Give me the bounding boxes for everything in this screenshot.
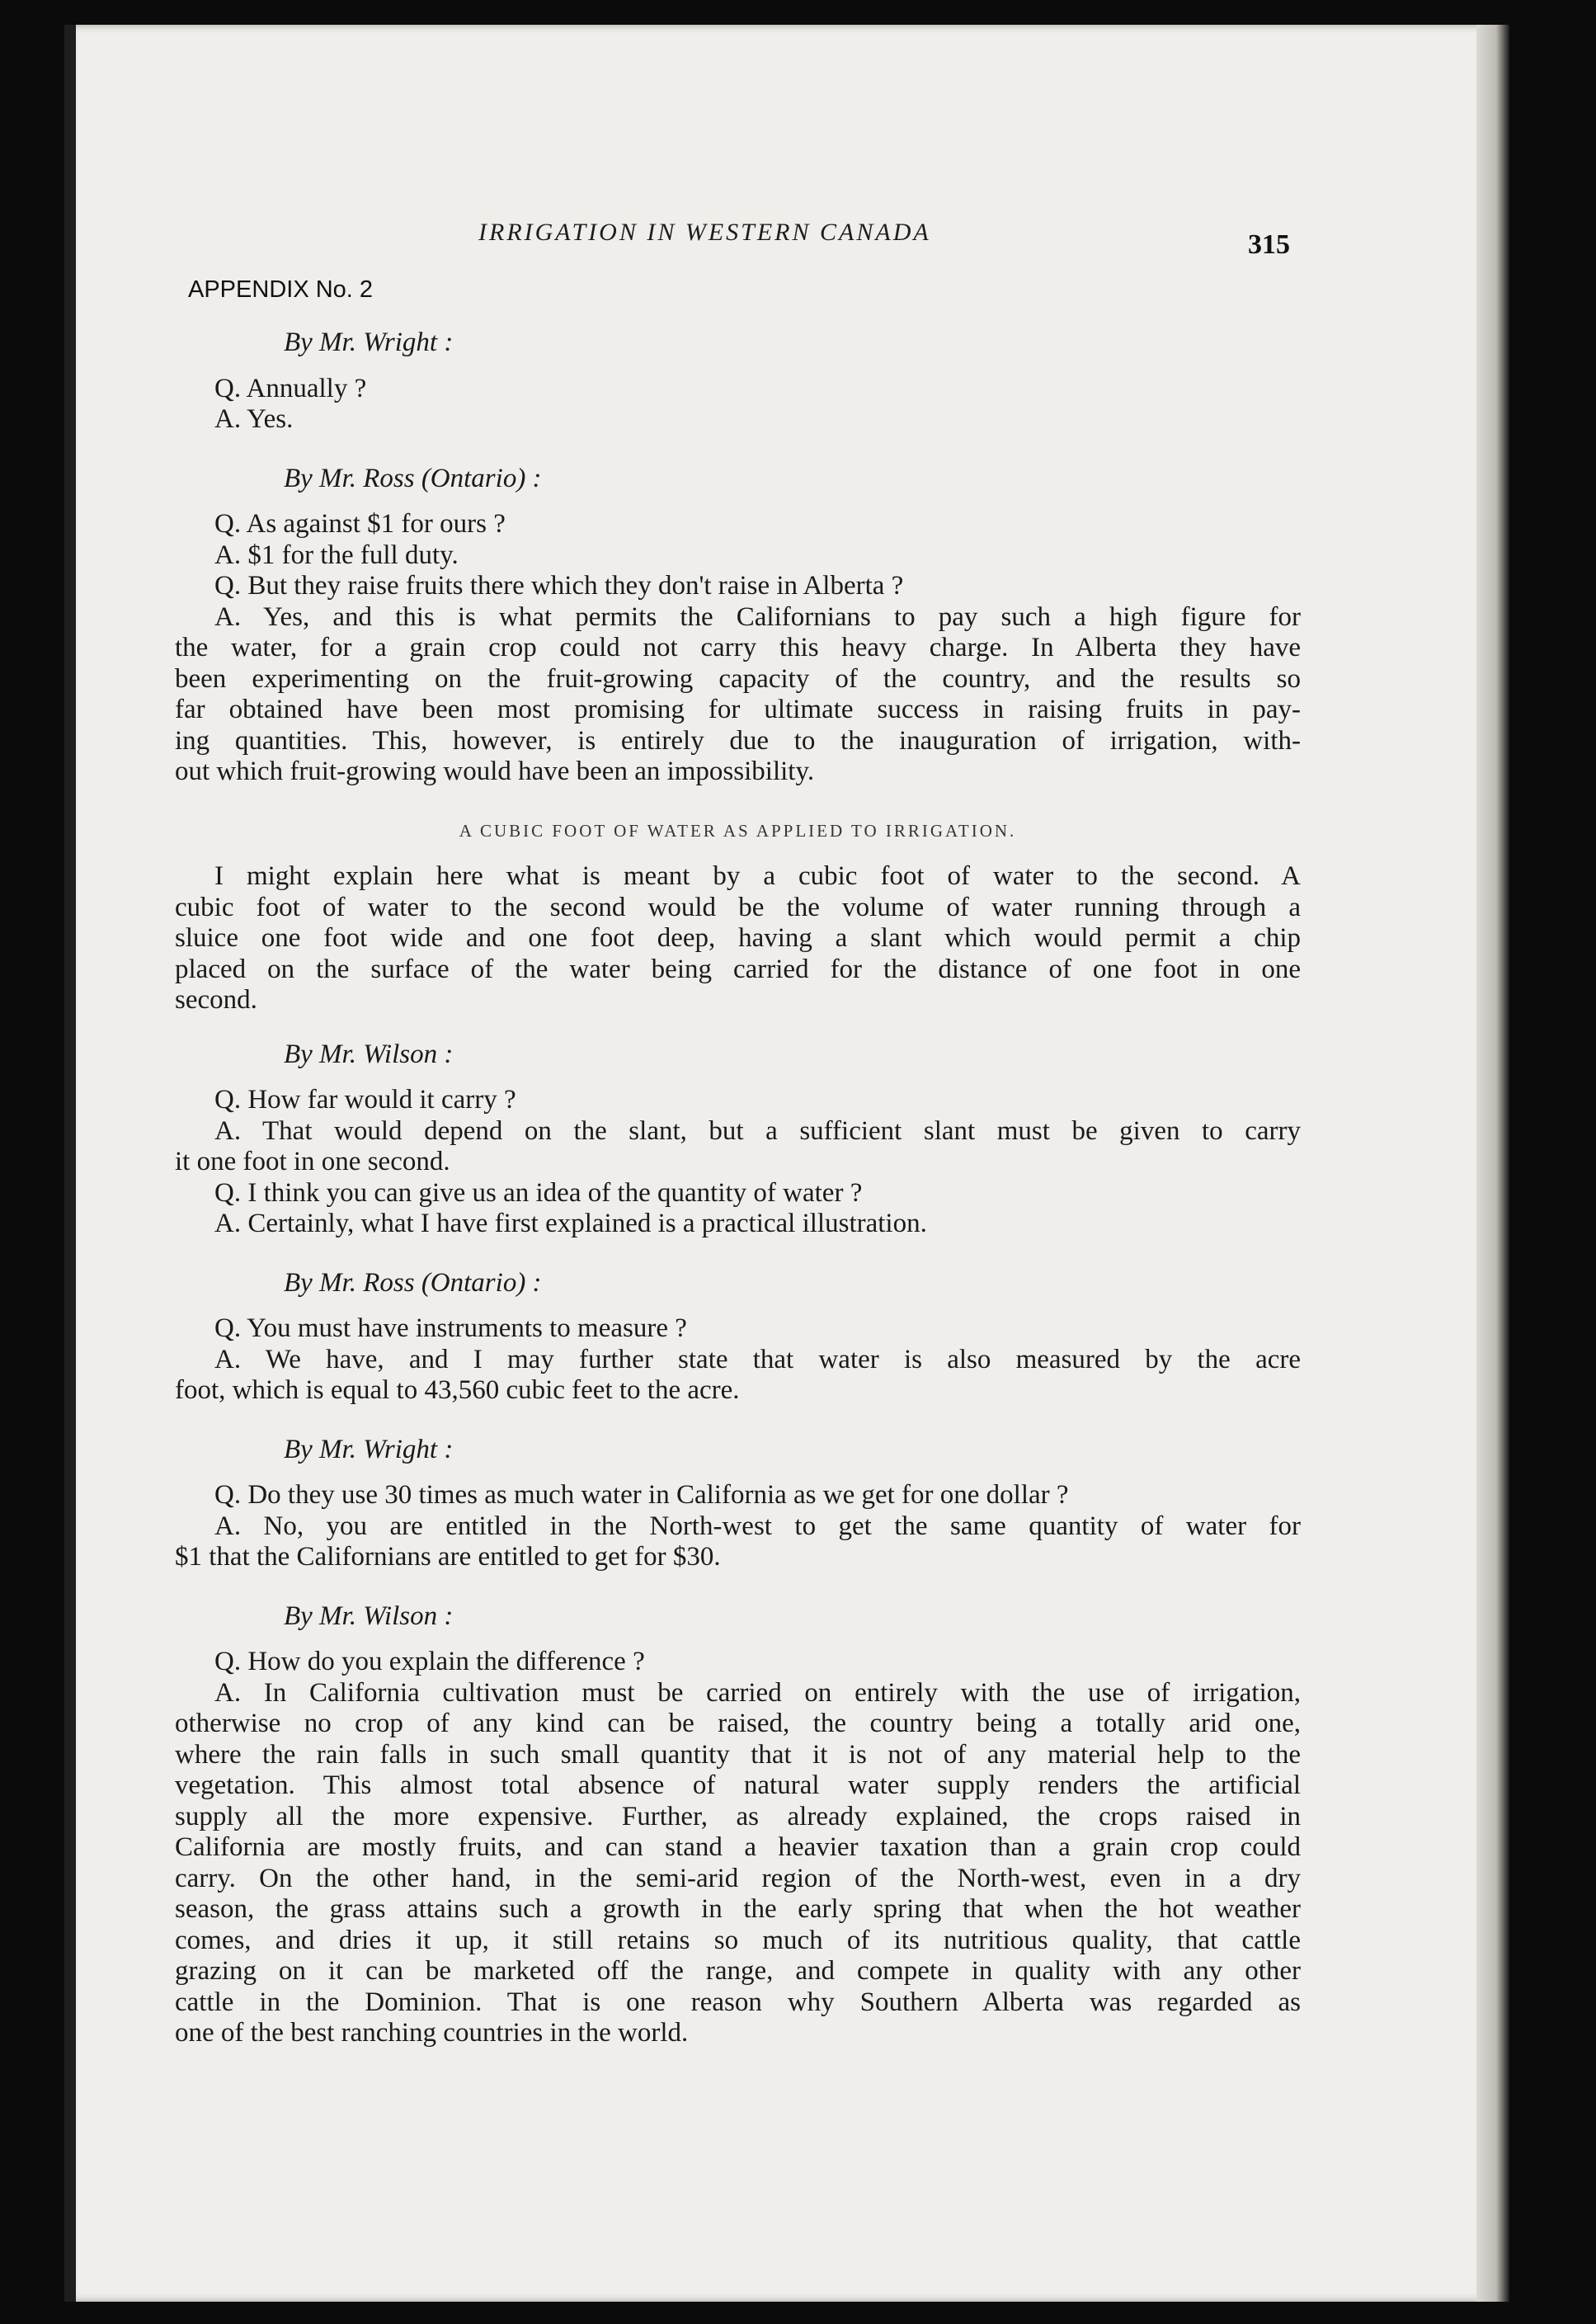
section-heading: A CUBIC FOOT OF WATER AS APPLIED TO IRRIGATION. [459,820,1017,841]
answer-line: A. Yes, and this is what permits the Californians to pay such a high figure for [214,601,1301,632]
answer-paragraph [175,1678,1301,2049]
running-head: IRRIGATION IN WESTERN CANADA [478,219,931,246]
answer-line: A. That would depend on the slant, but a sufficient slant must be given to carry [214,1115,1301,1146]
question: Q. Annually ? [214,373,367,403]
answer-line: $1 that the Californians are entitled to get for $30. [175,1542,721,1572]
answer-line: A. We have, and I may further state that water is also measured by the acre [214,1344,1301,1374]
answer-paragraph [175,1345,1301,1407]
answer-line: where the rain falls in such small quantity that it is not of any material help to the [175,1739,1301,1770]
paragraph-line: I might explain here what is meant by a cubic foot of water to the second. A [214,861,1301,891]
answer-line: one of the best ranching countries in the world. [175,2018,689,2048]
section-paragraph [175,861,1301,1016]
answer-line: A. No, you are entitled in the North-west to get the same quantity of water for [214,1511,1301,1541]
answer-line: far obtained have been most promising for ultimate success in raising fruits in pay- [175,695,1301,724]
speaker-heading: By Mr. Ross (Ontario) : [284,463,542,493]
answer-paragraph [175,602,1301,788]
answer-line: it one foot in one second. [175,1147,450,1176]
answer: A. Certainly, what I have first explained is a practical illustration. [214,1209,927,1238]
answer-line: carry. On the other hand, in the semi-arid region of the North-west, even in a dry [175,1863,1301,1893]
speaker-heading: By Mr. Wright : [284,1434,454,1464]
speaker-heading: By Mr. Wilson : [284,1039,454,1069]
answer-line: cattle in the Dominion. That is one reason why Southern Alberta was regarded as [175,1987,1301,2017]
speaker-heading: By Mr. Wilson : [284,1600,454,1631]
question: Q. As against $1 for ours ? [214,509,506,539]
speaker-heading: By Mr. Wright : [284,328,454,357]
speaker-heading: By Mr. Ross (Ontario) : [284,1267,542,1298]
answer-line: ing quantities. This, however, is entirely due to the inauguration of irrigation, with- [175,725,1301,756]
answer-line: been experimenting on the fruit-growing capacity of the country, and the results so [175,663,1301,694]
page-number: 315 [1248,229,1290,260]
binding-edge [64,25,76,2302]
paragraph-line: sluice one foot wide and one foot deep, having a slant which would permit a chip [175,923,1301,953]
answer-line: otherwise no crop of any kind can be raised, the country being a totally arid one, [175,1709,1301,1738]
answer-line: the water, for a grain crop could not carry this heavy charge. In Alberta they have [175,633,1301,662]
answer-line: A. In California cultivation must be carried on entirely with the use of irrigation, [214,1677,1301,1708]
question: Q. You must have instruments to measure ? [214,1313,687,1343]
answer-line: vegetation. This almost total absence of natural water supply renders the artificial [175,1770,1301,1800]
appendix-label: APPENDIX No. 2 [188,276,374,303]
question: Q. Do they use 30 times as much water in California as we get for one dollar ? [214,1480,1069,1510]
paragraph-line: placed on the surface of the water being carried for the distance of one foot in one [175,954,1301,984]
answer: A. Yes. [214,404,294,434]
paragraph-line: cubic foot of water to the second would be the volume of water running through a [175,892,1301,922]
answer-line: season, the grass attains such a growth in the early spring that when the hot weather [175,1894,1301,1924]
answer-paragraph [175,1511,1301,1573]
answer-paragraph [175,1116,1301,1178]
answer-line: grazing on it can be marketed off the range, and compete in quality with any other [175,1956,1301,1986]
question: Q. How far would it carry ? [214,1085,516,1115]
question: Q. I think you can give us an idea of the quantity of water ? [214,1177,863,1208]
page-body [175,219,1301,2049]
page-curl-edge [1476,25,1509,2302]
question: Q. But they raise fruits there which they don't raise in Alberta ? [214,571,904,601]
answer-line: foot, which is equal to 43,560 cubic feet to the acre. [175,1375,740,1405]
question: Q. How do you explain the difference ? [214,1647,645,1676]
answer-line: out which fruit-growing would have been an impossibility. [175,757,815,786]
answer-line: comes, and dries it up, it still retains so much of its nutritious quality, that cattle [175,1925,1301,1955]
answer: A. $1 for the full duty. [214,540,459,570]
paragraph-line: second. [175,985,257,1015]
answer-line: supply all the more expensive. Further, as already explained, the crops raised in [175,1801,1301,1831]
answer-line: California are mostly fruits, and can stand a heavier taxation than a grain crop could [175,1832,1301,1862]
